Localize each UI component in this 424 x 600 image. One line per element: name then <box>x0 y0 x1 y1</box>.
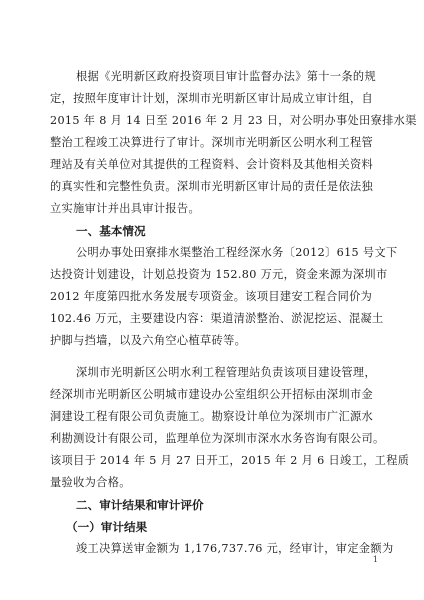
basic-info-p1-line-2: 达投资计划建设，计划总投资为 152.80 万元，资金来源为深圳市 <box>50 268 388 281</box>
basic-info-p2-line-1: 深圳市光明新区公明水利工程管理站负责该项目建设管理， <box>76 366 376 379</box>
section-heading-audit-results: 二、审计结果和审计评价 <box>76 498 204 512</box>
intro-line-3: 2015 年 8 月 14 日至 2016 年 2 月 23 日，对公明办事处田寮排水渠 <box>50 114 417 127</box>
basic-info-p1-line-1: 公明办事处田寮排水渠整治工程经深水务〔2012〕615 号文下 <box>76 246 398 259</box>
audit-result-line-1: 竣工决算送审金额为 1,176,737.76 元，经审计，审定金额为 <box>76 542 394 555</box>
intro-line-1: 根据《光明新区政府投资项目审计监督办法》第十一条的规 <box>76 70 376 83</box>
basic-info-p1-line-3: 2012 年度第四批水务发展专项资金。该项目建安工程合同价为 <box>50 290 373 303</box>
section-heading-basic-info: 一、基本情况 <box>76 224 146 238</box>
intro-line-6: 的真实性和完整性负责。深圳市光明新区审计局的责任是依法独 <box>50 180 374 193</box>
intro-line-2: 定，按照年度审计计划，深圳市光明新区审计局成立审计组，自 <box>50 92 374 105</box>
basic-info-p2-line-3: 洞建设工程有限公司负责施工。勘察设计单位为深圳市广汇源水 <box>50 410 374 423</box>
basic-info-p1-line-4: 102.46 万元，主要建设内容：渠道清淤整治、淤泥挖运、混凝土 <box>50 312 384 325</box>
basic-info-p2-line-4: 利勘测设计有限公司，监理单位为深圳市深水水务咨询有限公司。 <box>50 432 385 445</box>
basic-info-p2-line-6: 量验收为合格。 <box>50 476 131 489</box>
page-number: 1 <box>372 555 378 564</box>
basic-info-p2-line-2: 经深圳市光明新区公明城市建设办公室组织公开招标由深圳市金 <box>50 388 374 401</box>
basic-info-p1-line-5: 护脚与挡墙，以及六角空心植草砖等。 <box>50 334 247 347</box>
basic-info-p2-line-5: 该项目于 2014 年 5 月 27 日开工，2015 年 2 月 6 日竣工，工程质 <box>50 454 410 467</box>
intro-line-4: 整治工程竣工决算进行了审计。深圳市光明新区公明水利工程管 <box>50 136 374 149</box>
intro-line-5: 理站及有关单位对其提供的工程资料、会计资料及其他相关资料 <box>50 158 374 171</box>
subsection-heading-audit-result: （一）审计结果 <box>66 520 148 534</box>
intro-line-7: 立实施审计并出具审计报告。 <box>50 202 200 215</box>
